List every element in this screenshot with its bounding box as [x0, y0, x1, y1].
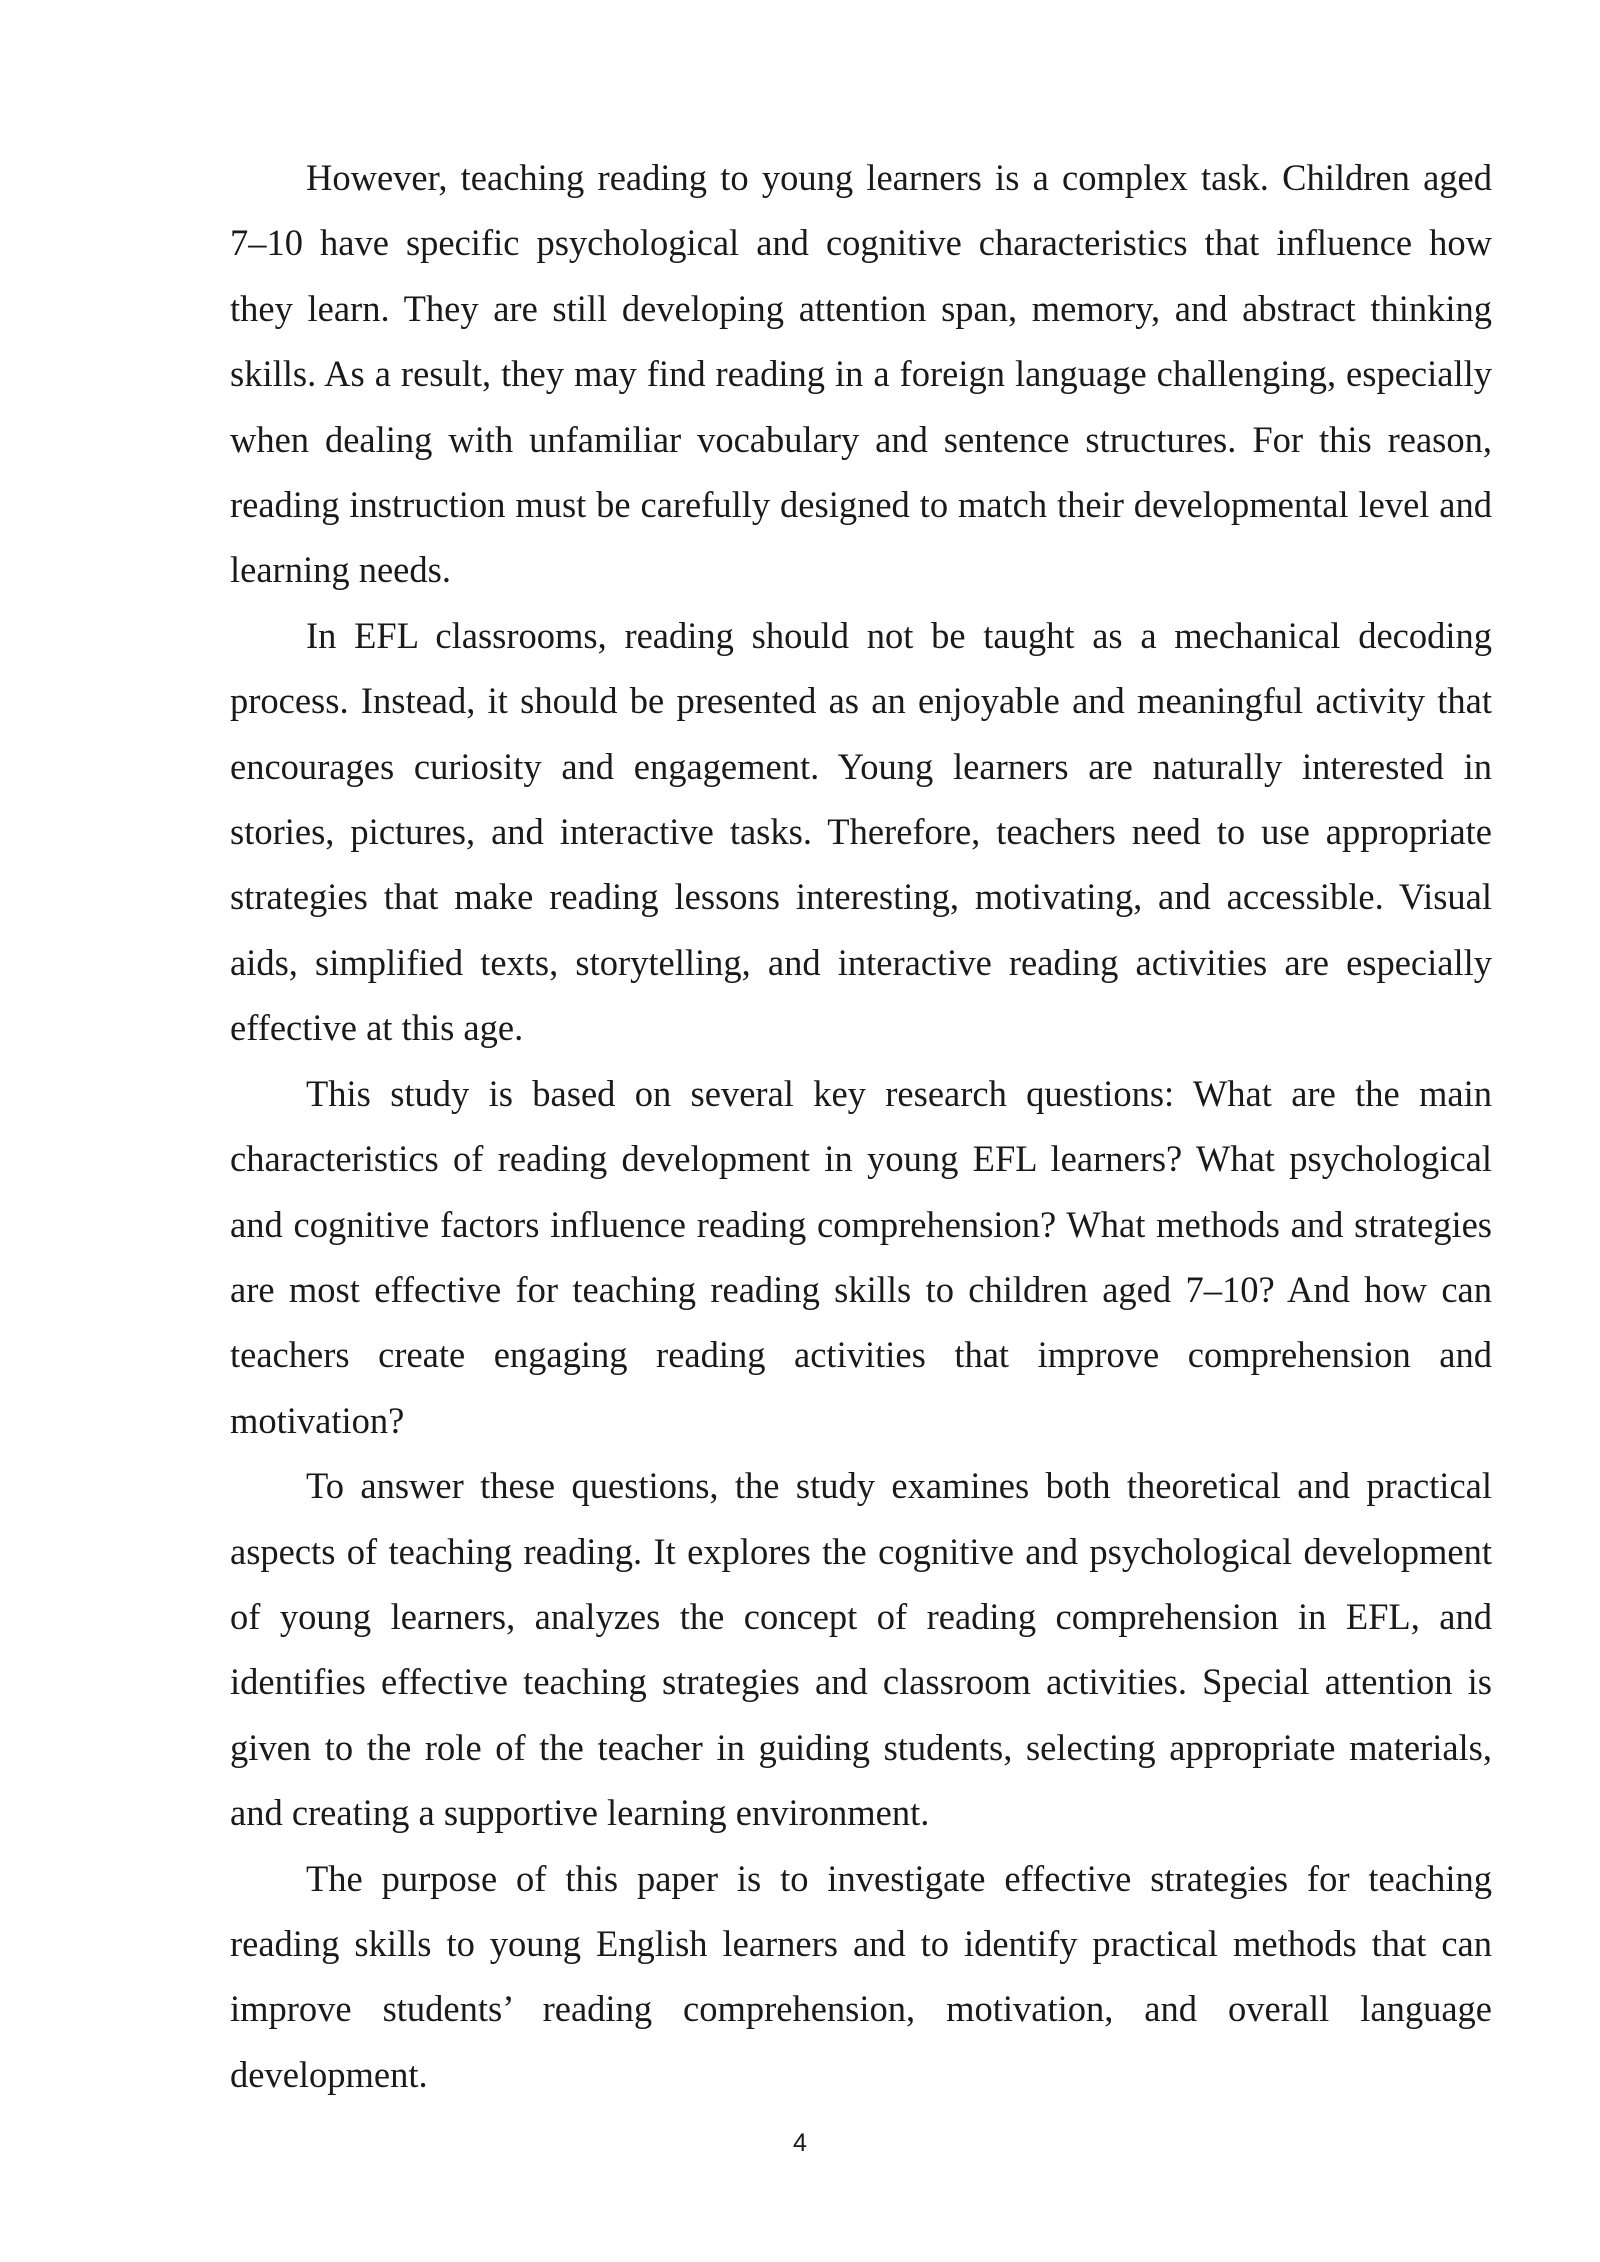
- paragraph-5: The purpose of this paper is to investigate effective strategies for teaching reading skills to young English learners and to identify practical methods that can improve students’ reading comprehension, motivation, and overall language development.: [230, 1857, 1492, 2095]
- paragraph-4: To answer these questions, the study examines both theoretical and practical aspects of teaching reading. It explores the cognitive and psychological development of young learners, analyzes the concept of reading comprehension in EFL, and identifies effective teaching strategies and classroom activities. Special attention is given to the role of the teacher in guiding students, selecting appropriate materials, and creating a supportive learning environment.: [230, 1465, 1492, 1834]
- paragraph-1: However, teaching reading to young learners is a complex task. Children aged 7–10 have specific psychological and cognitive characteristics that influence how they learn. They are still developing attention span, memory, and abstract thinking skills. As a result, they may find reading in a foreign language challenging, especially when dealing with unfamiliar vocabulary and sentence structures. For this reason, reading instruction must be carefully designed to match their developmental level and learning needs.: [230, 157, 1492, 591]
- paragraph-3: This study is based on several key research questions: What are the main characteristics of reading development in young EFL learners? What psychological and cognitive factors influence reading comprehension? What methods and strategies are most effective for teaching reading skills to children aged 7–10? And how can teachers create engaging reading activities that improve comprehension and motivation?: [230, 1072, 1492, 1441]
- page-number: 4: [793, 2129, 807, 2157]
- document-body: [230, 145, 1492, 2107]
- paragraph-2: In EFL classrooms, reading should not be taught as a mechanical decoding process. Instead, it should be presented as an enjoyable and meaningful activity that encourages curiosity and engagement. Young learners are naturally interested in stories, pictures, and interactive tasks. Therefore, teachers need to use appropriate strategies that make reading lessons interesting, motivating, and accessible. Visual aids, simplified texts, storytelling, and interactive reading activities are especially effective at this age.: [230, 614, 1492, 1049]
